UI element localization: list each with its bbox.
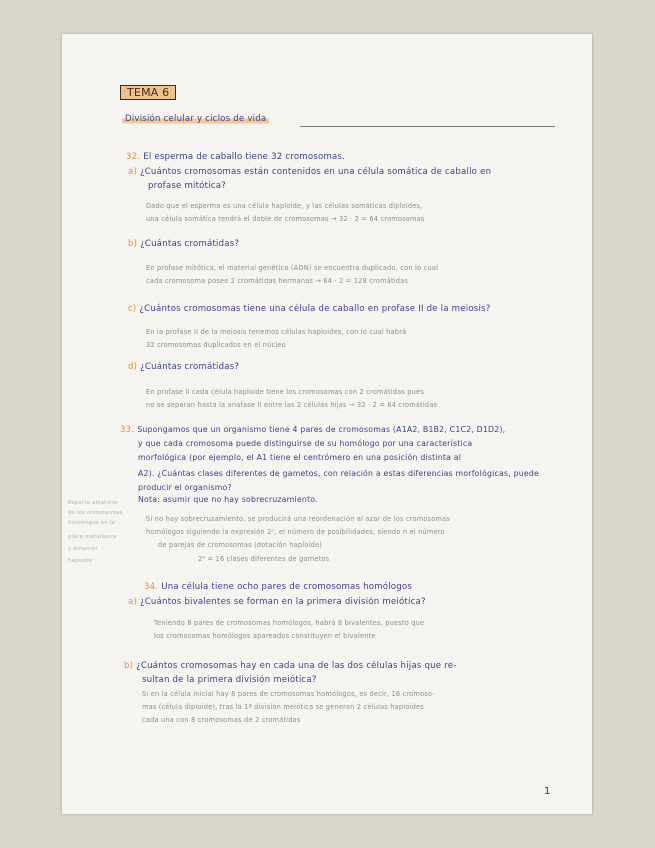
q33-line2: y que cada cromosoma puede distinguirse de su homólogo por una característica — [138, 439, 473, 448]
q32b-label: b) — [128, 239, 138, 249]
q32d-question — [128, 362, 239, 372]
q32c-answer-line1: En la profase II de la meiosis tenemos células haploides, con lo cual habrá — [146, 328, 407, 336]
q34a-answer-line2: los cromosomas homólogos apareados constituyen el bivalente — [154, 632, 376, 640]
q33-margin-note-3: homólogos en la — [68, 520, 115, 526]
q34-number: 34. — [144, 582, 159, 592]
q32a-line2: profase mitótica? — [148, 181, 226, 191]
q32c-label: c) — [128, 304, 137, 314]
q33-line4: A2). ¿Cuántas clases diferentes de gametos, con relación a estas diferencias morfológicas, puede producir el organismo? — [138, 469, 539, 492]
q33-margin-note-2: de los cromosomas — [68, 510, 123, 516]
q34-prompt — [144, 582, 412, 592]
q34b-answer-line2: mas (célula diploide), tras la 1ª división meiótica se generan 2 células haploides — [142, 703, 424, 711]
q32b-answer-line2: cada cromosoma posee 2 cromátidas hermanas → 64 · 2 = 128 cromátidas — [146, 277, 409, 285]
q33-margin-note-4: placa metafásica — [68, 534, 117, 540]
q34a-line1-text: ¿Cuántos bivalentes se forman en la primera división meiótica? — [139, 597, 426, 607]
q32d-line1-text: ¿Cuántas cromátidas? — [140, 362, 240, 372]
q33-line3: morfológica (por ejemplo, el A1 tiene el centrómero en una posición distinta al — [138, 453, 462, 462]
q33-margin-note-5: y dotación — [68, 546, 98, 552]
q32a-answer-line1: Dado que el esperma es una célula haploide, y las células somáticas diploides, — [146, 202, 423, 210]
q32-prompt — [126, 152, 345, 162]
q32d-label: d) — [128, 362, 138, 372]
q33-line1 — [120, 425, 505, 435]
tema-label: TEMA 6 — [120, 85, 176, 100]
q32d-answer-line2: no se separan hasta la anafase II entre las 2 células hijas → 32 · 2 = 64 cromátidas — [146, 401, 438, 409]
chapter-subtitle — [122, 114, 269, 124]
q32b-answer-line1: En profase mitótica, el material genético (ADN) se encuentra duplicado, con lo cual — [146, 264, 439, 272]
q32c-answer-line2: 32 cromosomas duplicados en el núcleo — [146, 341, 286, 349]
q32c-line1-text: ¿Cuántos cromosomas tiene una célula de caballo en profase II de la meiosis? — [139, 304, 491, 314]
q32d-answer-line1: En profase II cada célula haploide tiene los cromosomas con 2 cromátidas pues — [146, 388, 424, 396]
q32c-question — [128, 304, 490, 314]
q34-prompt-text: Una célula tiene ocho pares de cromosomas homólogos — [161, 582, 413, 592]
subtitle-underline — [300, 126, 555, 127]
q32a-label: a) — [128, 167, 138, 177]
chapter-subtitle-text: División celular y ciclos de vida — [122, 114, 269, 124]
q32b-question — [128, 239, 239, 249]
tema-heading — [120, 86, 176, 99]
q33-answer-line4: 2⁴ = 16 clases diferentes de gametos — [198, 555, 330, 563]
q34b-answer-line1: Si en la célula inicial hay 8 pares de cromosomas homólogos, es decir, 16 cromoso- — [142, 690, 435, 698]
q33-note: Nota: asumir que no hay sobrecruzamiento. — [138, 495, 318, 504]
q33-answer-line1: Si no hay sobrecruzamiento, se producirá una reordenación al azar de los cromosomas — [146, 515, 450, 523]
q32b-line1-text: ¿Cuántas cromátidas? — [140, 239, 240, 249]
notebook-page — [62, 34, 592, 814]
q32-number: 32. — [126, 152, 141, 162]
q33-answer-line2: homólogos siguiendo la expresión 2ⁿ, el número de posibilidades, siendo n el número — [146, 528, 445, 536]
q33-number: 33. — [120, 425, 135, 435]
q33-answer-line3: de parejas de cromosomas (dotación haploide) — [158, 541, 322, 549]
q32a-line1 — [128, 167, 491, 177]
q32-prompt-text: El esperma de caballo tiene 32 cromosomas. — [143, 152, 346, 162]
q33-margin-note-1: Reparto aleatorio — [68, 500, 118, 506]
q32a-answer-line2: una célula somática tendrá el doble de cromosomas → 32 · 2 = 64 cromosomas — [146, 215, 425, 223]
q33-line1-text: Supongamos que un organismo tiene 4 pares de cromosomas (A1A2, B1B2, C1C2, D1D2), — [137, 425, 506, 434]
q32a-line1-text: ¿Cuántos cromosomas están contenidos en una célula somática de caballo en — [139, 167, 492, 177]
page-number: 1 — [544, 786, 551, 797]
q34a-answer-line1: Teniendo 8 pares de cromosomas homólogos, habrá 8 bivalentes, puesto que — [154, 619, 425, 627]
q34a-question — [128, 597, 426, 607]
q34b-label: b) — [124, 661, 134, 671]
q34b-line1 — [124, 661, 457, 671]
q34b-line2: sultan de la primera división meiótica? — [142, 675, 317, 685]
q34b-answer-line3: cada una con 8 cromosomas de 2 cromátidas — [142, 716, 301, 724]
q34a-label: a) — [128, 597, 138, 607]
q33-margin-note-6: haploide — [68, 558, 93, 564]
q34b-line1-text: ¿Cuántos cromosomas hay en cada una de las dos células hijas que re- — [136, 661, 457, 671]
